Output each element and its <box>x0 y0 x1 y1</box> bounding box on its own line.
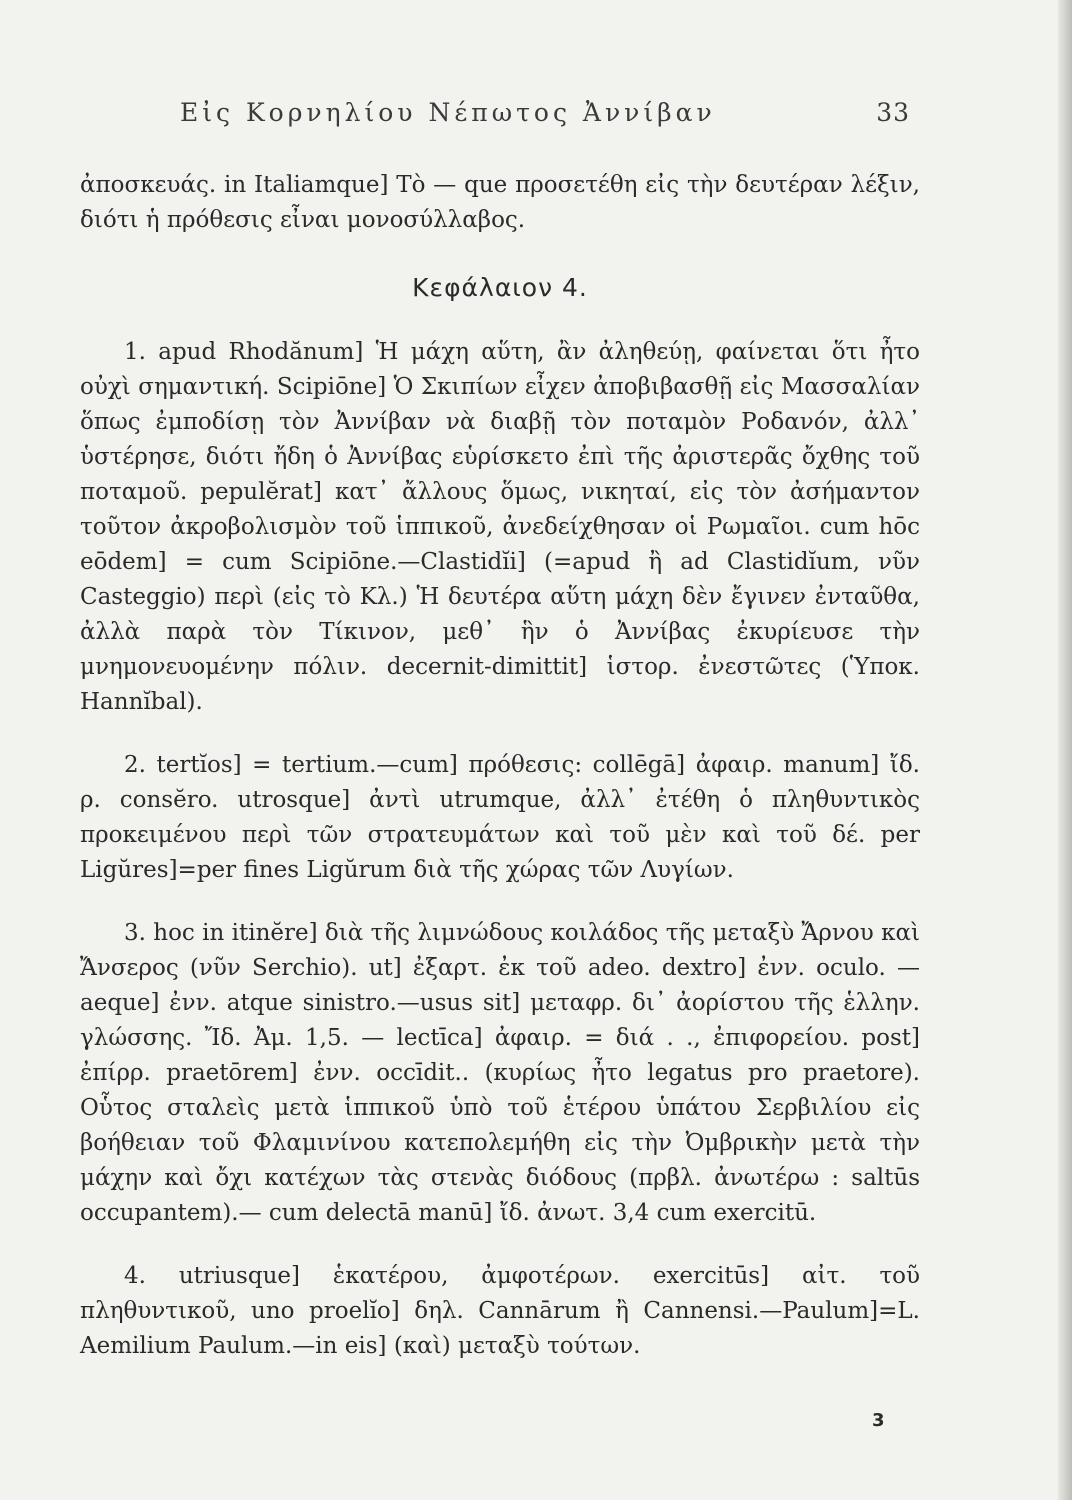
paragraph-note-3: 3. hoc in itinĕre] διὰ τῆς λιμνώδους κοιλάδος τῆς μεταξὺ Ἄρνου καὶ Ἄνσερος (νῦν Serchio). ut] ἐξαρτ. ἐκ τοῦ adeo. dextro] ἐνν. oculo. — aeque] ἐνν. atque sinistro.—usus sit] μεταφρ. δι᾽ ἀορίστου τῆς ἑλλην. γλώσσης. Ἴδ. Ἀμ. 1,5. — lectīca] ἀφαιρ. = διά . ., ἐπιφορείου. post] ἐπίρρ. praetōrem] ἐνν. occīdit.. (κυρίως ἦτο legatus pro praetore). Οὗτος σταλεὶς μετὰ ἱππικοῦ ὑπὸ τοῦ ἑτέρου ὑπάτου Σερβιλίου εἰς βοήθειαν τοῦ Φλαμινίνου κατεπολεμήθη εἰς τὴν Ὀμβρικὴν μετὰ τὴν μάχην καὶ ὄχι κατέχων τὰς στενὰς διόδους (πρβλ. ἀνωτέρω : saltūs occupantem).— cum delectā manū] ἴδ. ἀνωτ. 3,4 cum exercitū. <box>80 920 920 1226</box>
paragraph-note-2: 2. tertĭos] = tertium.—cum] πρόθεσις: collēgā] ἀφαιρ. manum] ἴδ. ρ. consĕro. utrosque] ἀντὶ utrumque, ἀλλ᾽ ἐτέθη ὁ πληθυντικὸς προκειμένου περὶ τῶν στρατευμάτων καὶ τοῦ μὲν καὶ τοῦ δέ. per Ligŭres]=per fines Ligŭrum διὰ τῆς χώρας τῶν Λυγίων. <box>80 752 920 883</box>
paragraph-note-4: 4. utriusque] ἑκατέρου, ἀμφοτέρων. exercitūs] αἰτ. τοῦ πληθυντικοῦ, uno proelĭo] δηλ. Cannārum ἢ Cannensi.—Paulum]=L. Aemilium Paulum.—in eis] (καὶ) μεταξὺ τούτων. <box>80 1263 920 1359</box>
page-body <box>80 168 920 1392</box>
chapter-heading: Κεφάλαιον 4. <box>412 273 588 302</box>
paragraph-continuation: ἀποσκευάς. in Italiamque] Τὸ — que προσετέθη εἰς τὴν δευτέραν λέξιν, διότι ἡ πρόθεσις εἶναι μονοσύλλαβος. <box>80 172 920 233</box>
page-edge <box>1058 0 1072 1500</box>
running-header <box>180 98 910 127</box>
page-number: 33 <box>876 98 910 127</box>
paragraph-note-1: 1. apud Rhodănum] Ἡ μάχη αὕτη, ἂν ἀληθεύῃ, φαίνεται ὅτι ἦτο οὐχὶ σημαντική. Scipiōne] Ὁ Σκιπίων εἶχεν ἀποβιβασθῇ εἰς Μασσαλίαν ὅπως ἐμποδίσῃ τὸν Ἀννίβαν νὰ διαβῇ τὸν ποταμὸν Ροδανόν, ἀλλ᾽ ὑστέρησε, διότι ἤδη ὁ Ἀννίβας εὑρίσκετο ἐπὶ τῆς ἀριστερᾶς ὄχθης τοῦ ποταμοῦ. pepulĕrat] κατ᾽ ἄλλους ὅμως, νικηταί, εἰς τὸν ἀσήμαντον τοῦτον ἀκροβολισμὸν τοῦ ἱππικοῦ, ἀνεδείχθησαν οἱ Ρωμαῖοι. cum hōc eōdem] = cum Scipiōne.—Clastidĭi] (=apud ἢ ad Clastidĭum, νῦν Casteggio) περὶ (εἰς τὸ Κλ.) Ἡ δευτέρα αὕτη μάχη δὲν ἔγινεν ἐνταῦθα, ἀλλὰ παρὰ τὸν Τίκινον, μεθ᾽ ἣν ὁ Ἀννίβας ἐκυρίευσε τὴν μνημονευομένην πόλιν. decernit-dimittit] ἱστορ. ἐνεστῶτες (Ὑποκ. Hannĭbal). <box>80 339 920 715</box>
signature-mark: 3 <box>872 1410 885 1431</box>
running-title: Εἰς Κορνηλίου Νέπωτος Ἀννίβαν <box>180 98 716 127</box>
